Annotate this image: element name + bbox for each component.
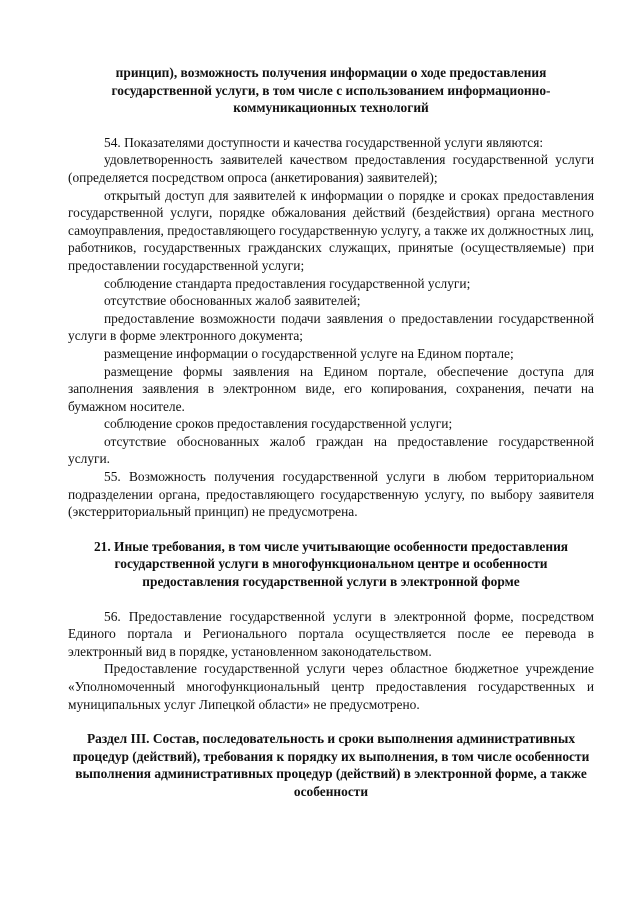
heading-section-3: Раздел III. Состав, последовательность и сроки выполнения административных процедур (действий), требования к порядку их выполнения, в том числе особенности выполнения административных процедур (действий) в электронной форме, а также особенности: [72, 731, 590, 799]
section-54: [68, 134, 594, 521]
paragraph: открытый доступ для заявителей к информации о порядке и сроках предоставления государственной услуги, порядке обжалования действий (бездействия) органа местного самоуправления, предоставляющего государственную услугу, а также их должностных лиц, работников, государственных гражданских служащих, принятые (осуществляемые) при предоставлении государственной услуги;: [68, 187, 594, 273]
section-56: [68, 608, 594, 714]
paragraph: 56. Предоставление государственной услуги в электронной форме, посредством Единого портала и Регионального портала осуществляется после ее перевода в электронный вид в порядке, установленном законодательством.: [68, 608, 594, 659]
paragraph: отсутствие обоснованных жалоб граждан на предоставление государственной услуги.: [68, 433, 594, 467]
paragraph: размещение формы заявления на Едином портале, обеспечение доступа для заполнения заявления в электронном виде, его копирования, сохранения, печати на бумажном носителе.: [68, 363, 594, 414]
paragraph: предоставление возможности подачи заявления о предоставлении государственной услуги в форме электронного документа;: [68, 310, 594, 344]
paragraph: 55. Возможность получения государственной услуги в любом территориальном подразделении органа, предоставляющего государственную услугу, по выбору заявителя (экстерриториальный принцип) не предусмотрена.: [68, 469, 594, 520]
heading-21: 21. Иные требования, в том числе учитывающие особенности предоставления государственной услуги в многофункциональном центре и особенности предоставления государственной услуги в электронной форме: [93, 538, 569, 590]
paragraph: 54. Показателями доступности и качества государственной услуги являются:: [104, 134, 544, 150]
paragraph: соблюдение сроков предоставления государственной услуги;: [104, 416, 453, 432]
paragraph: размещение информации о государственной услуге на Едином портале;: [104, 345, 514, 361]
paragraph: Предоставление государственной услуги через областное бюджетное учреждение «Уполномоченный многофункциональный центр предоставления государственных и муниципальных услуг Липецкой области» не предусмотрено.: [68, 661, 594, 712]
paragraph: удовлетворенность заявителей качеством предоставления государственной услуги (определяется посредством опроса (анкетирования) заявителей);: [68, 152, 594, 185]
document-body: [68, 64, 594, 801]
paragraph: соблюдение стандарта предоставления государственной услуги;: [104, 275, 471, 291]
paragraph: отсутствие обоснованных жалоб заявителей;: [104, 293, 361, 309]
heading-top: принцип), возможность получения информации о ходе предоставления государственной услуги, в том числе с использованием информационно-коммуникационных технологий: [111, 65, 551, 116]
